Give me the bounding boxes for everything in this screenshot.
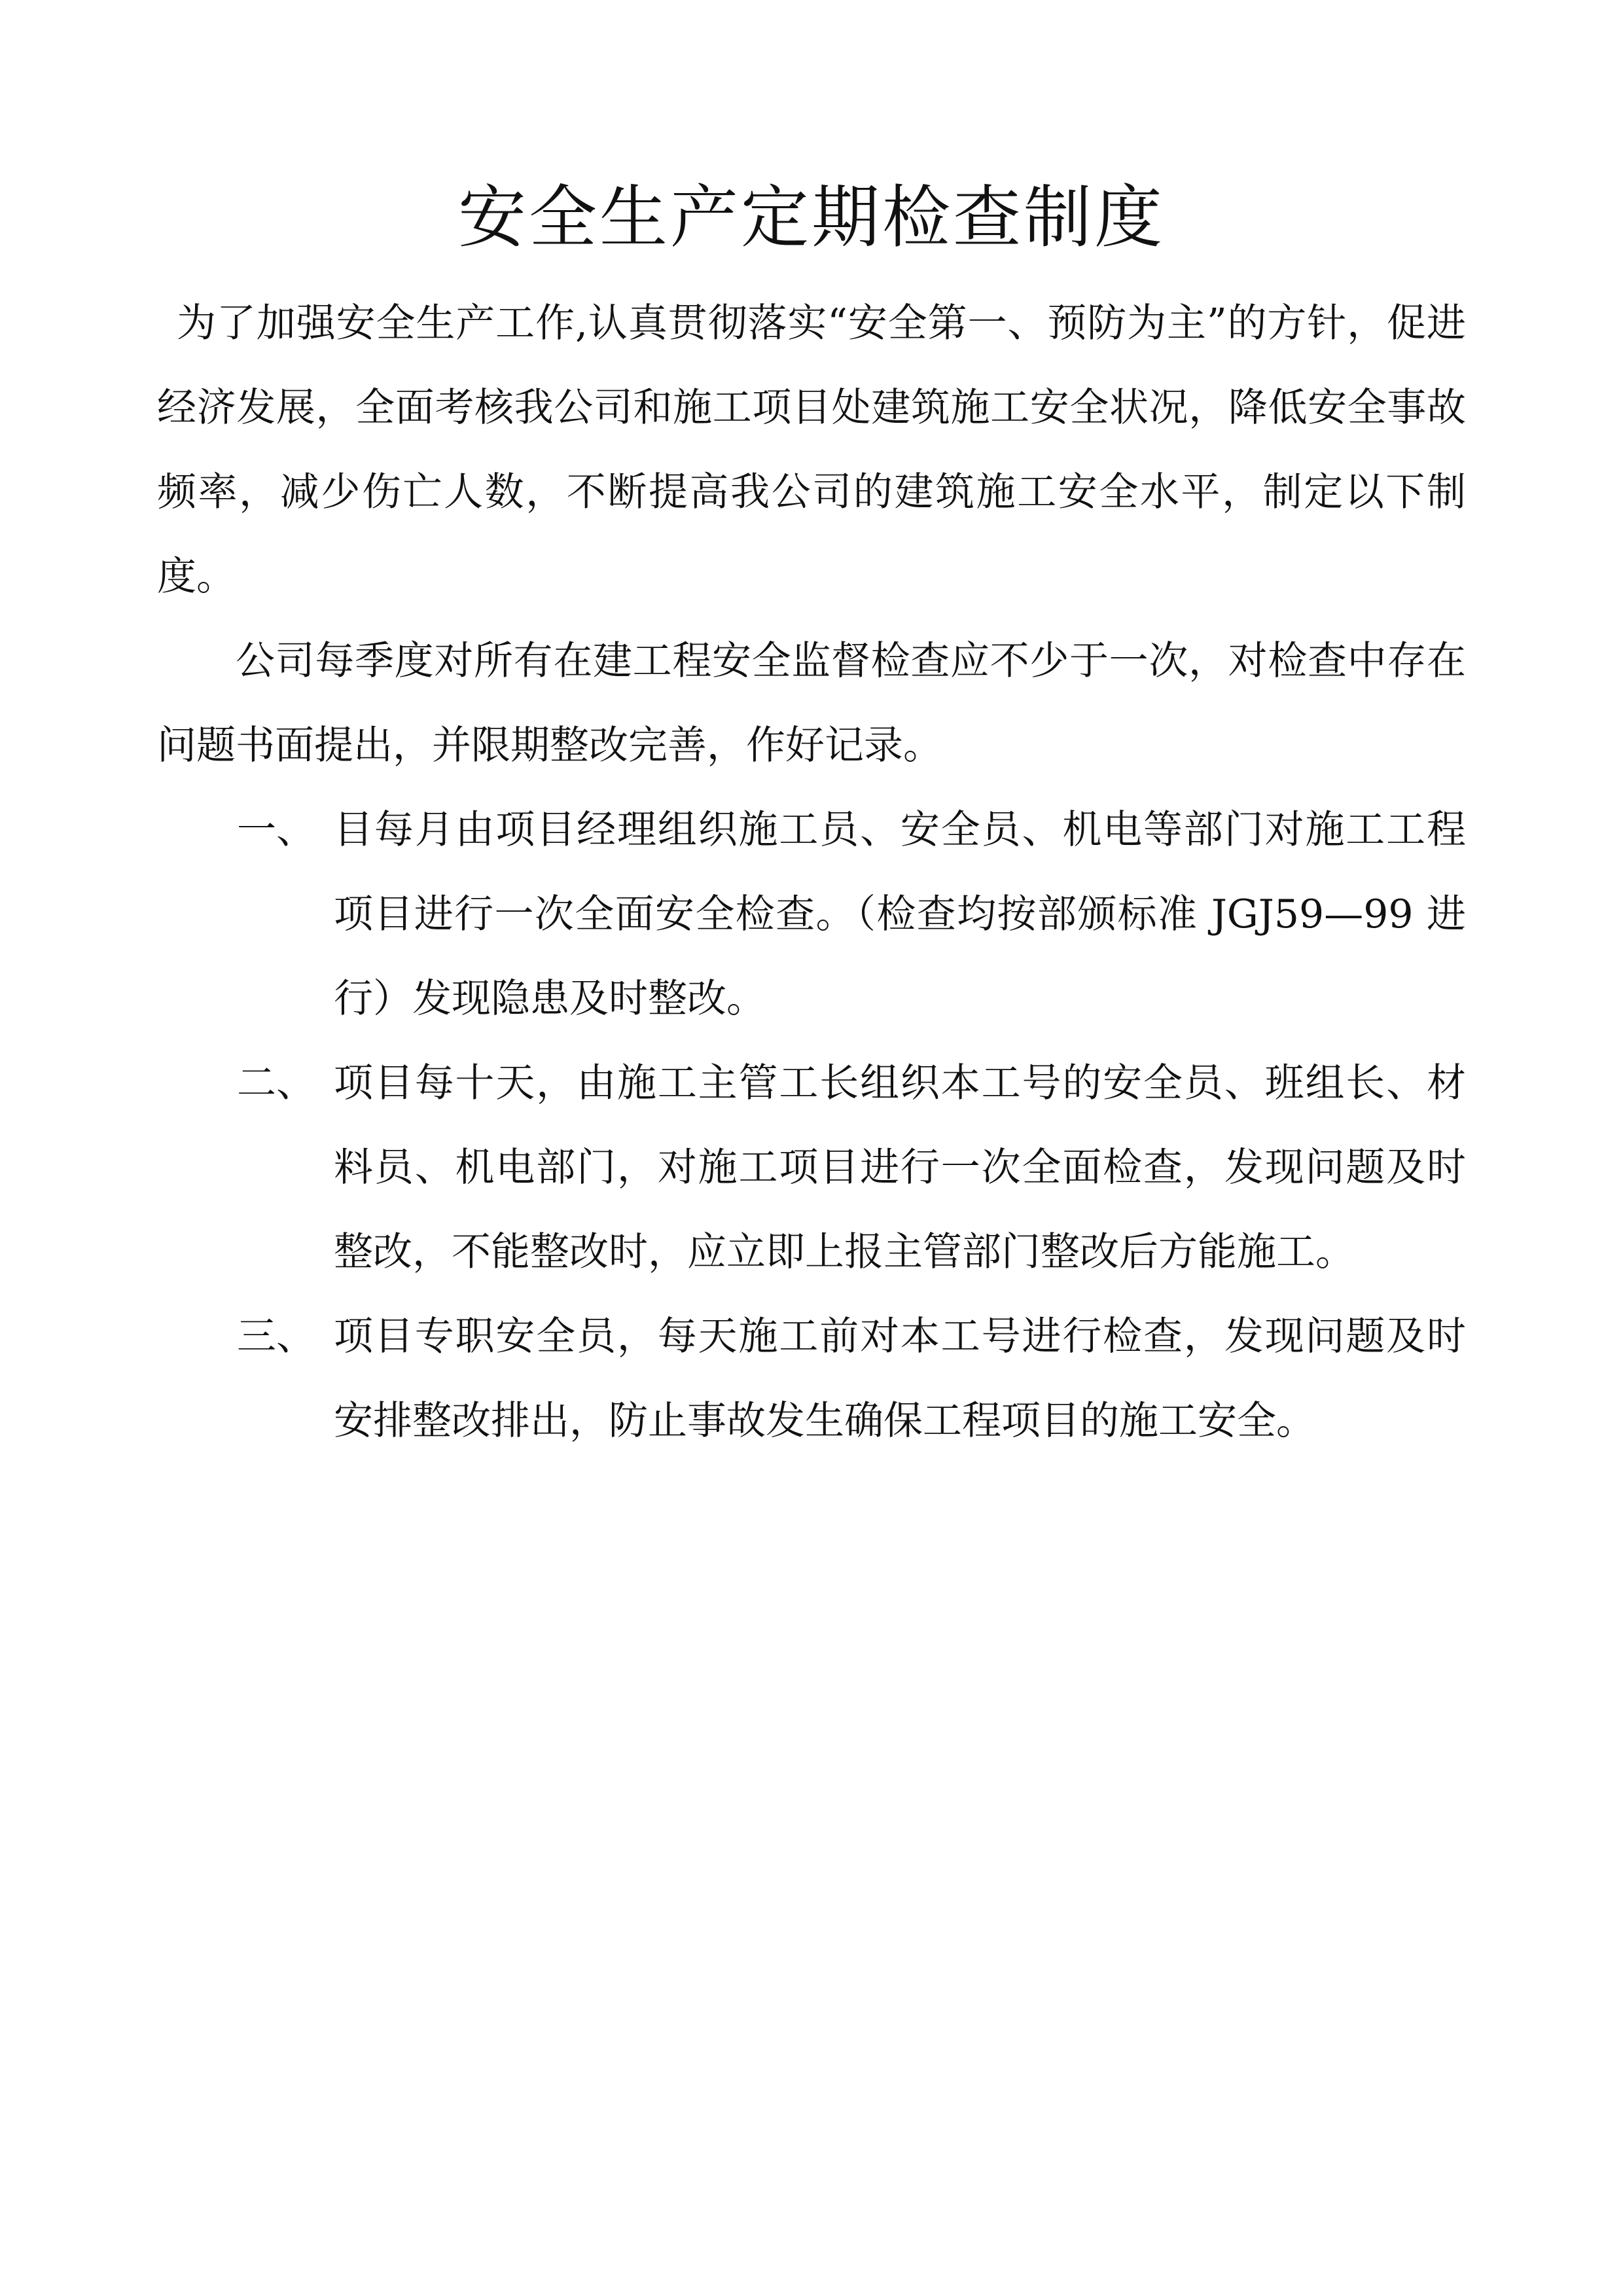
list-item-text: 目每月由项目经理组织施工员、安全员、机电等部门对施工工程项目进行一次全面安全检查。（检查均按部颁标准 JGJ59—99 进行）发现隐患及时整改。 <box>334 807 1466 1022</box>
inspection-frequency-paragraph: 公司每季度对所有在建工程安全监督检查应不少于一次，对检查中存在问题书面提出，并限期整改完善，作好记录。 <box>157 638 1466 768</box>
page-title: 安全生产定期检查制度 <box>457 177 1165 257</box>
list-item-text: 项目专职安全员，每天施工前对本工号进行检查，发现问题及时安排整改排出，防止事故发生确保工程项目的施工安全。 <box>334 1314 1466 1444</box>
list-item-text: 项目每十天，由施工主管工长组织本工号的安全员、班组长、材料员、机电部门，对施工项目进行一次全面检查，发现问题及时整改，不能整改时，应立即上报主管部门整改后方能施工。 <box>334 1060 1466 1275</box>
list-item-number: 三、 <box>237 1314 315 1359</box>
intro-paragraph: 为了加强安全生产工作,认真贯彻落实“安全第一、预防为主”的方针，促进经济发展，全面考核我公司和施工项目处建筑施工安全状况，降低安全事故频率，减少伤亡人数，不断提高我公司的建筑施工安全水平，制定以下制度。 <box>157 300 1466 600</box>
list-item-number: 一、 <box>237 807 315 853</box>
list-item-number: 二、 <box>237 1060 315 1106</box>
